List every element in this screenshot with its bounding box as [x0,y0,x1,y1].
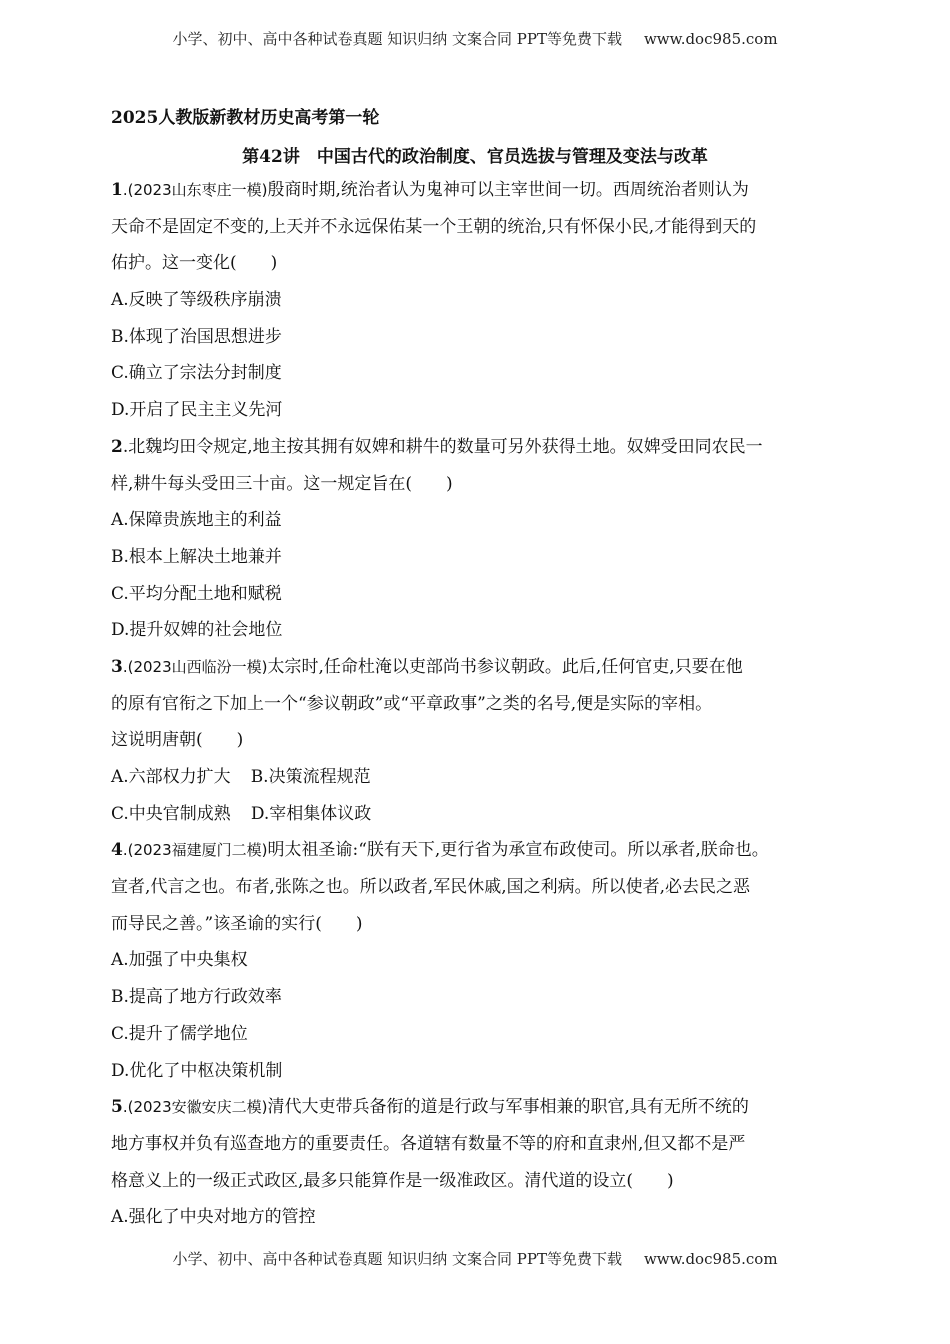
lecture-title: 第42讲 中国古代的政治制度、官员选拔与管理及变法与改革 [242,147,708,167]
question-4-option-d: D.优化了中枢决策机制 [111,1060,283,1081]
question-1-option-d: D.开启了民主主义先河 [111,400,283,421]
question-source: .(2023山东枣庄一模) [122,181,268,199]
header-site[interactable]: www.doc985.com [643,30,778,48]
question-number: 1 [111,180,123,200]
question-2-option-d: D.提升奴婢的社会地位 [111,620,283,641]
question-body [111,172,851,1236]
question-source: .(2023福建厦门二模) [122,841,268,860]
question-3-options-ab [111,759,851,796]
question-text: 殷商时期,统治者认为鬼神可以主宰世间一切。西周统治者则认为 [267,180,749,200]
header-text: 小学、初中、高中各种试卷真题 知识归纳 文案合同 PPT等免费下载 [172,30,622,48]
question-4-line-1 [111,832,851,869]
question-2-line-2: 样,耕牛每头受田三十亩。这一规定旨在( ) [111,473,453,494]
question-2-option-b: B.根本上解决土地兼并 [111,546,282,567]
question-number: 2 [111,436,123,457]
question-source: .(2023安徽安庆二模) [122,1098,268,1117]
question-text: .北魏均田令规定,地主按其拥有奴婢和耕牛的数量可另外获得土地。奴婢受田同农民一 [122,436,763,457]
question-1-option-c: C.确立了宗法分封制度 [111,363,282,384]
question-4-line-2: 宣者,代言之也。布者,张陈之也。所以政者,军民休戚,国之利病。所以使者,必去民之恶 [111,877,751,898]
question-4-option-a: A.加强了中央集权 [111,950,248,971]
question-number: 5 [111,1097,123,1118]
question-5-option-a: A.强化了中央对地方的管控 [111,1207,316,1228]
question-3-option-d: D.宰相集体议政 [250,803,372,824]
question-5-line-2: 地方事权并负有巡查地方的重要责任。各道辖有数量不等的府和直隶州,但又都不是严 [111,1133,746,1154]
question-4-option-c: C.提升了儒学地位 [111,1023,248,1044]
question-number: 3 [111,656,123,677]
question-text: 太宗时,任命杜淹以吏部尚书参议朝政。此后,任何官吏,只要在他 [267,656,743,677]
question-2-option-a: A.保障贵族地主的利益 [111,510,282,531]
question-5-line-1 [111,1089,851,1126]
question-1-option-a: A.反映了等级秩序崩溃 [111,290,282,311]
question-5-line-3: 格意义上的一级正式政区,最多只能算作是一级准政区。清代道的设立( ) [111,1170,674,1191]
page-footer [0,1248,950,1269]
question-text: 明太祖圣谕:“朕有天下,更行省为承宣布政使司。所以承者,朕命也。 [267,840,769,861]
question-2-option-c: C.平均分配土地和赋税 [111,583,282,604]
question-3-line-1 [111,649,851,686]
question-4-option-b: B.提高了地方行政效率 [111,987,282,1008]
question-number: 4 [111,840,123,861]
question-3-option-b: B.决策流程规范 [250,767,371,787]
question-source: .(2023山西临汾一模) [122,657,268,676]
question-3-line-3: 这说明唐朝( ) [111,730,244,751]
question-4-line-3: 而导民之善。”该圣谕的实行( ) [111,913,363,934]
question-3-options-cd [111,796,851,833]
footer-text: 小学、初中、高中各种试卷真题 知识归纳 文案合同 PPT等免费下载 [172,1250,622,1268]
question-1-option-b: B.体现了治国思想进步 [111,326,282,347]
question-3-option-a: A.六部权力扩大 [111,767,231,787]
question-3-option-c: C.中央官制成熟 [111,803,231,824]
question-2-line-1 [111,429,851,466]
page-header [0,28,950,49]
question-1-line-2: 天命不是固定不变的,上天并不永远保佑某一个王朝的统治,只有怀保小民,才能得到天的 [111,216,757,237]
question-1-line-1 [111,172,851,209]
question-1-line-3: 佑护。这一变化( ) [111,253,278,274]
question-text: 清代大吏带兵备衔的道是行政与军事相兼的职官,具有无所不统的 [267,1097,749,1118]
footer-site[interactable]: www.doc985.com [643,1250,778,1268]
question-3-line-2: 的原有官衔之下加上一个“参议朝政”或“平章政事”之类的名号,便是实际的宰相。 [111,693,713,714]
doc-title: 2025人教版新教材历史高考第一轮 [111,108,380,128]
